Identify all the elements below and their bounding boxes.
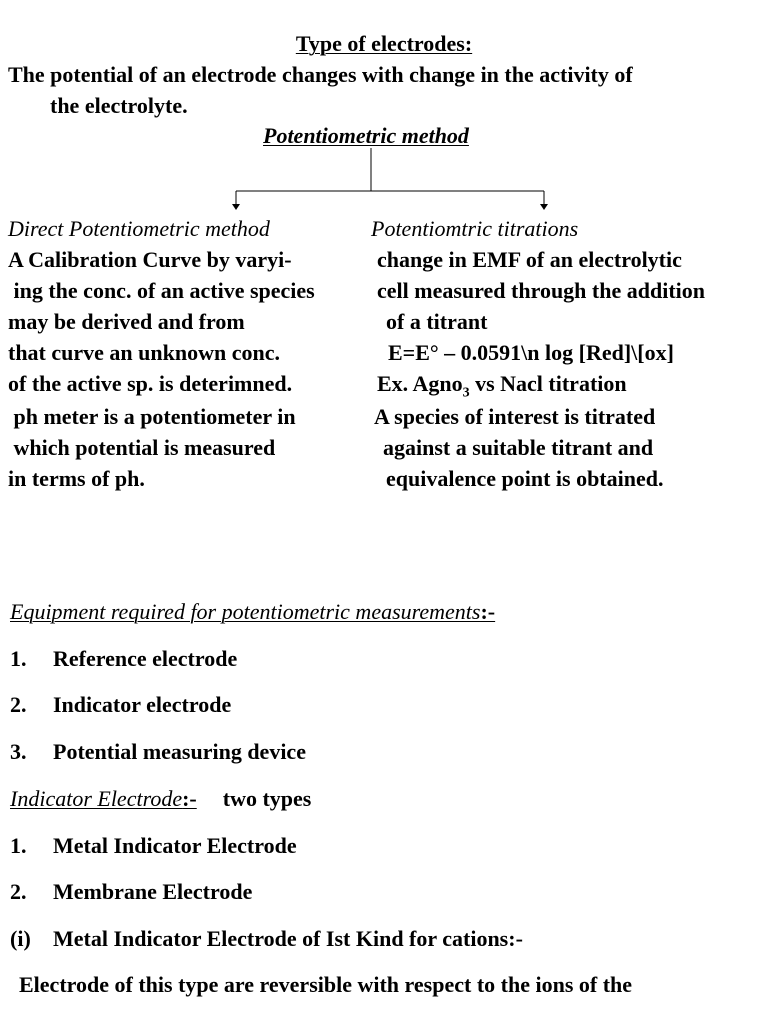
indicator-heading-line — [10, 787, 311, 811]
left-line: that curve an unknown conc. — [8, 340, 280, 365]
method-heading: Potentiometric method — [263, 123, 469, 148]
right-column-heading: Potentiomtric titrations — [371, 216, 579, 241]
list-number: (i) — [10, 926, 31, 951]
left-arrow-head-icon — [232, 204, 240, 210]
list-text: Metal Indicator Electrode of Ist Kind for cations:- — [53, 926, 523, 951]
list-text: Metal Indicator Electrode — [53, 833, 297, 858]
list-number: 3. — [10, 739, 27, 764]
list-item — [10, 927, 523, 951]
right-line: against a suitable titrant and — [383, 435, 654, 460]
example-line — [377, 372, 627, 401]
left-line: A Calibration Curve by varyi- — [8, 247, 292, 272]
right-line: A species of interest is titrated — [374, 404, 656, 429]
equipment-heading-line — [10, 600, 495, 624]
list-item — [10, 834, 297, 858]
equipment-heading-suffix: :- — [480, 599, 496, 624]
list-number: 2. — [10, 692, 27, 717]
indicator-heading: Indicator Electrode — [10, 786, 183, 811]
page-title: Type of electrodes: — [295, 31, 473, 56]
list-item — [10, 647, 237, 671]
intro-line-2: the electrolyte. — [50, 93, 188, 118]
intro-line-1: The potential of an electrode changes with change in the activity of — [8, 62, 633, 87]
example-subscript: 3 — [462, 385, 470, 401]
left-line: of the active sp. is deterimned. — [8, 371, 293, 396]
list-number: 2. — [10, 879, 27, 904]
left-column-heading: Direct Potentiometric method — [8, 216, 270, 241]
body-paragraph-line: Electrode of this type are reversible with respect to the ions of the — [19, 972, 633, 997]
list-item — [10, 693, 231, 717]
left-line: ing the conc. of an active species — [8, 278, 315, 303]
list-number: 1. — [10, 646, 27, 671]
left-line: may be derived and from — [8, 309, 245, 334]
list-text: Indicator electrode — [53, 692, 232, 717]
example-post: vs Nacl titration — [469, 371, 627, 396]
list-text: Potential measuring device — [53, 739, 306, 764]
right-line: equivalence point is obtained. — [386, 466, 664, 491]
left-line: ph meter is a potentiometer in — [8, 404, 296, 429]
left-line: in terms of ph. — [8, 466, 145, 491]
list-item — [10, 880, 252, 904]
right-line: of a titrant — [386, 309, 488, 334]
right-line: cell measured through the addition — [377, 278, 705, 303]
example-pre: Ex. Agno — [377, 371, 463, 396]
indicator-heading-suffix: :- — [182, 786, 197, 811]
left-line: which potential is measured — [8, 435, 276, 460]
list-text: Membrane Electrode — [53, 879, 253, 904]
nernst-equation: E=E° – 0.0591\n log [Red]\[ox] — [388, 340, 674, 365]
equipment-heading: Equipment required for potentiometric measurements — [10, 599, 481, 624]
list-item — [10, 740, 306, 764]
list-text: Reference electrode — [53, 646, 238, 671]
right-arrow-head-icon — [540, 204, 548, 210]
right-line: change in EMF of an electrolytic — [377, 247, 682, 272]
list-number: 1. — [10, 833, 27, 858]
method-tree-diagram — [0, 0, 768, 220]
indicator-note: two types — [222, 786, 312, 811]
